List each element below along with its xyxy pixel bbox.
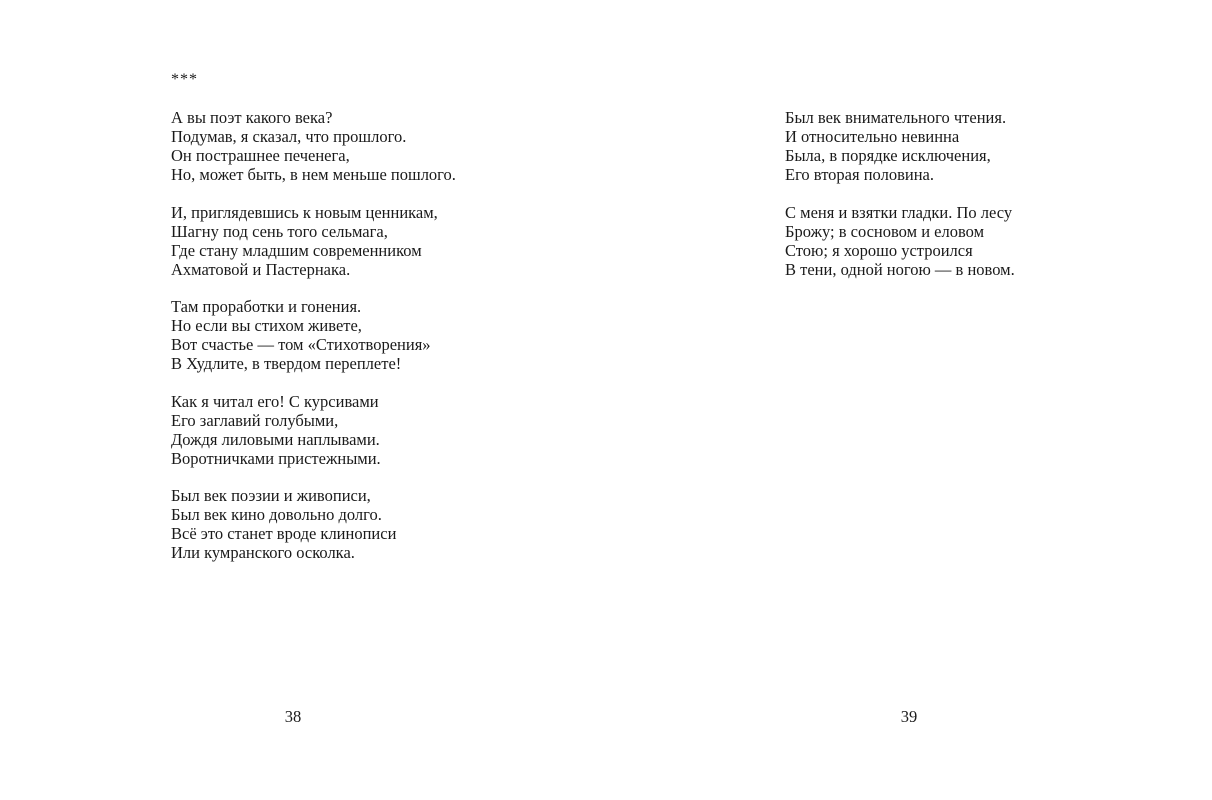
verse-line: С меня и взятки гладки. По лесу (785, 202, 1013, 222)
verse-line: Брожу; в сосновом и еловом (785, 221, 985, 241)
verse-line: Воротничками пристежными. (171, 448, 381, 468)
stanza (785, 203, 1015, 279)
right-page (606, 0, 1212, 800)
verse-line: Его вторая половина. (785, 165, 934, 184)
verse-line: Но если вы стихом живете, (171, 316, 362, 335)
verse-line: Вот счастье — том «Стихотворения» (171, 335, 431, 354)
stanza (171, 392, 456, 468)
verse-line: Дождя лиловыми наплывами. (171, 429, 380, 449)
stanza (171, 108, 456, 184)
verse-line: И относительно невинна (785, 127, 960, 146)
verse-line: Был век кино довольно долго. (171, 505, 382, 524)
verse-line: В тени, одной ногою — в новом. (785, 259, 1015, 279)
poem-text-right (785, 108, 1015, 297)
stanza (785, 108, 1015, 184)
poem-text-left (171, 108, 456, 581)
verse-line: Шагну под сень того сельмага, (171, 221, 388, 241)
verse-line: Где стану младшим современником (171, 240, 422, 260)
verse-line: Был век внимательного чтения. (785, 108, 1007, 127)
verse-line: А вы поэт какого века? (171, 108, 333, 127)
verse-line: Как я читал его! С курсивами (171, 391, 379, 411)
stanza (171, 486, 456, 562)
page-number: 39 (900, 707, 918, 726)
verse-line: Стою; я хорошо устроился (785, 240, 973, 260)
verse-line: Он пострашнее печенега, (171, 146, 350, 165)
verse-line: Его заглавий голубыми, (171, 410, 339, 430)
verse-line: И, приглядевшись к новым ценникам, (171, 202, 438, 222)
verse-line: В Худлите, в твердом переплете! (171, 354, 402, 373)
section-separator: *** (171, 71, 198, 88)
verse-line: Подумав, я сказал, что прошлого. (171, 127, 407, 146)
verse-line: Или кумранского осколка. (171, 543, 355, 562)
verse-line: Там проработки и гонения. (171, 297, 362, 316)
verse-line: Ахматовой и Пастернака. (171, 259, 351, 279)
stanza (171, 297, 456, 373)
verse-line: Был век поэзии и живописи, (171, 486, 371, 505)
verse-line: Но, может быть, в нем меньше пошлого. (171, 165, 456, 184)
page-number: 38 (284, 707, 302, 726)
stanza (171, 203, 456, 279)
verse-line: Была, в порядке исключения, (785, 146, 991, 165)
verse-line: Всё это станет вроде клинописи (171, 524, 397, 543)
